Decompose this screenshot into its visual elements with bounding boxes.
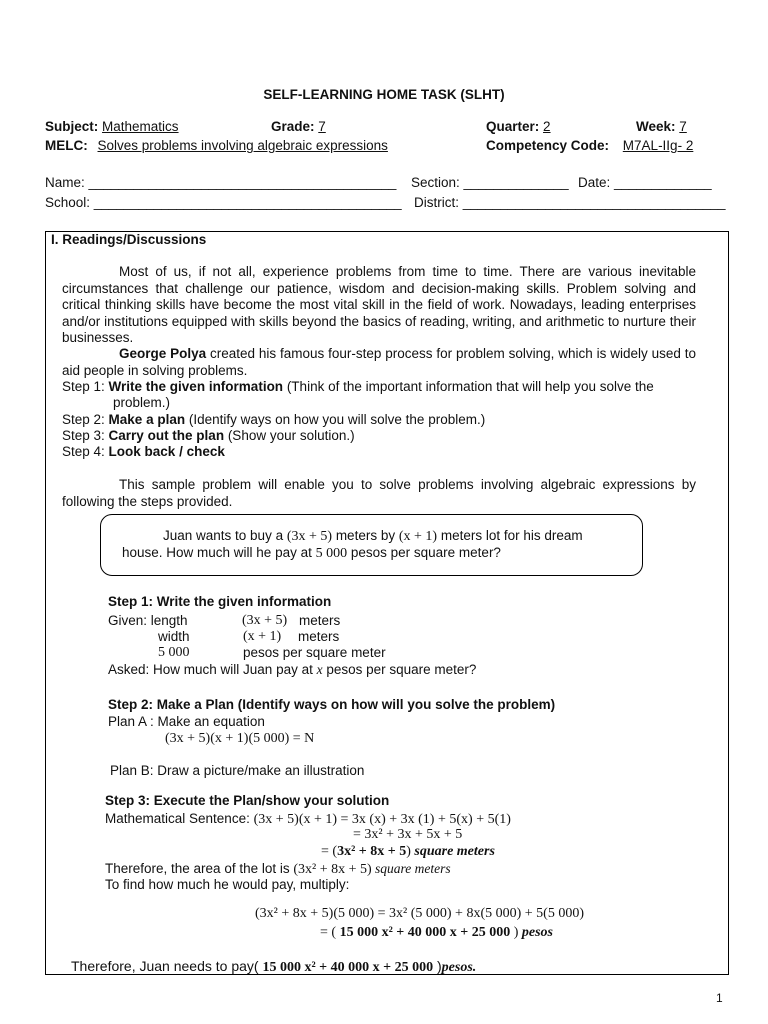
- mult-line-2-eq: = (: [320, 925, 340, 940]
- district-field: District: ___________________________________: [414, 195, 726, 210]
- math-line-3: [321, 844, 495, 860]
- subject-label: Subject:: [45, 119, 99, 134]
- math-sentence-label: Mathematical Sentence:: [105, 811, 254, 826]
- therefore-area-line: [105, 861, 451, 878]
- given-width-unit: meters: [298, 629, 340, 644]
- melc-field: [45, 138, 394, 154]
- plan-a-equation: (3x + 5)(x + 1)(5 000) = N: [165, 731, 315, 746]
- price-value: 5 000: [158, 645, 190, 660]
- solution-step1-heading: Step 1: Write the given information: [108, 594, 332, 609]
- step1-prefix: Step 1:: [62, 379, 109, 394]
- math-line-3-unit: square meters: [410, 844, 495, 859]
- asked-x: x: [316, 662, 323, 677]
- competency-field: [486, 138, 693, 154]
- math-line-3-close: ): [406, 844, 411, 859]
- subject-value: Mathematics: [102, 119, 179, 134]
- final-answer: [71, 958, 476, 976]
- week-value: 7: [679, 119, 687, 134]
- step1-text: (Think of the important information that will help you solve the: [283, 379, 654, 394]
- step1-title: Write the given information: [108, 379, 284, 394]
- polya-name: George Polya: [119, 346, 207, 361]
- step3-text: (Show your solution.): [224, 428, 355, 443]
- asked-line: [108, 662, 476, 678]
- math-line-3-eq: = (: [321, 844, 338, 859]
- quarter-value: 2: [543, 119, 551, 134]
- problem-text-c: meters lot for his dream: [437, 528, 583, 543]
- mult-line-2: [320, 925, 553, 941]
- step2-prefix: Step 2:: [62, 412, 109, 427]
- melc-label: MELC:: [45, 138, 88, 153]
- therefore-area-unit: square meters: [371, 861, 451, 876]
- mult-line-2-result: 15 000 x² + 40 000 x + 25 000: [339, 925, 511, 940]
- step4-line: [62, 444, 225, 460]
- given-length-unit: meters: [299, 613, 341, 628]
- step3-title: Carry out the plan: [108, 428, 225, 443]
- therefore-area-text: Therefore, the area of the lot is: [105, 861, 294, 876]
- step2-text: (Identify ways on how you will solve the problem.): [185, 412, 486, 427]
- multiply-text: To find how much he would pay, multiply:: [105, 877, 350, 892]
- grade-label: Grade:: [271, 119, 315, 134]
- plan-a: Plan A : Make an equation: [108, 714, 265, 729]
- page-title: SELF-LEARNING HOME TASK (SLHT): [263, 87, 505, 102]
- given-label: Given: length: [108, 613, 188, 628]
- step4-title: Look back / check: [108, 444, 225, 459]
- math-sentence-line: [105, 811, 511, 828]
- name-field: Name: _________________________________________: [45, 175, 397, 190]
- step1-cont: problem.): [113, 395, 171, 410]
- quarter-field: [486, 119, 551, 135]
- melc-value: Solves problems involving algebraic expressions: [97, 138, 388, 153]
- final-answer-text: Therefore, Juan needs to pay(: [71, 958, 263, 974]
- subject-field: [45, 119, 224, 135]
- price-unit: pesos per square meter: [243, 645, 386, 660]
- width-label: width: [158, 629, 190, 644]
- intro-paragraph: Most of us, if not all, experience problems from time to time. There are various inevitable circumstances that challenge our patience, wisdom and decision-making skills. Problem solving and critical thinking skills have become the most vital skill in the field of work. Nowadays, leading enterprises and/or institutions equipped with skills beyond the basics of reading, writing, and arithmetic to nurture their businesses.: [62, 264, 696, 345]
- grade-field: [271, 119, 326, 135]
- step2-title: Make a plan: [108, 412, 186, 427]
- problem-length-expr: (3x + 5): [286, 529, 333, 544]
- problem-line-1: [163, 528, 583, 545]
- step2-line: [62, 412, 485, 428]
- solution-step3-heading: Step 3: Execute the Plan/show your solution: [105, 793, 390, 808]
- math-line-1: (3x + 5)(x + 1) = 3x (x) + 3x (1) + 5(x) + 5(1): [253, 812, 511, 827]
- math-line-2: = 3x² + 3x + 5x + 5: [353, 827, 463, 842]
- final-answer-expr: 15 000 x² + 40 000 x + 25 000: [262, 960, 434, 975]
- mult-line-2-close: ): [510, 925, 522, 940]
- problem-width-expr: (x + 1): [398, 529, 438, 544]
- sample-paragraph: This sample problem will enable you to solve problems involving algebraic expressions by following the steps provided.: [62, 477, 696, 509]
- final-answer-close: ): [433, 958, 442, 974]
- mult-line-1: (3x² + 8x + 5)(5 000) = 3x² (5 000) + 8x(5 000) + 5(5 000): [255, 906, 584, 921]
- week-field: [636, 119, 687, 135]
- week-label: Week:: [636, 119, 676, 134]
- problem-text-e: pesos per square meter?: [347, 545, 501, 560]
- problem-price: 5 000: [315, 546, 348, 561]
- therefore-area-expr: (3x² + 8x + 5): [293, 862, 372, 877]
- competency-label: Competency Code:: [486, 138, 610, 153]
- problem-text-b: meters by: [332, 528, 399, 543]
- competency-value: M7AL-IIg- 2: [622, 138, 694, 153]
- section-field: Section: ______________: [411, 175, 569, 190]
- quarter-label: Quarter:: [486, 119, 540, 134]
- polya-paragraph: [62, 346, 696, 379]
- mult-line-2-unit: pesos: [521, 925, 554, 940]
- asked-text-b: pesos per square meter?: [322, 662, 477, 677]
- step3-line: [62, 428, 355, 444]
- step3-prefix: Step 3:: [62, 428, 109, 443]
- polya-text: created his famous four-step process for problem solving, which is widely used to aid people in solving problems.: [62, 346, 696, 378]
- given-length-expr: (3x + 5): [242, 613, 288, 628]
- given-width-expr: (x + 1): [243, 629, 282, 644]
- final-answer-unit: pesos.: [441, 960, 477, 975]
- math-line-3-result: 3x² + 8x + 5: [337, 844, 407, 859]
- grade-value: 7: [318, 119, 326, 134]
- date-field: Date: _____________: [578, 175, 712, 190]
- page-number: 1: [716, 991, 723, 1005]
- step4-prefix: Step 4:: [62, 444, 109, 459]
- step1-line: [62, 379, 654, 395]
- school-field: School: _________________________________________: [45, 195, 402, 210]
- problem-line-2: [122, 545, 501, 562]
- problem-text-d: house. How much will he pay at: [122, 545, 316, 560]
- solution-step2-heading: Step 2: Make a Plan (Identify ways on how will you solve the problem): [108, 697, 556, 712]
- asked-text-a: Asked: How much will Juan pay at: [108, 662, 317, 677]
- problem-text-a: Juan wants to buy a: [163, 528, 287, 543]
- readings-heading: I. Readings/Discussions: [51, 232, 207, 247]
- plan-b: Plan B: Draw a picture/make an illustration: [110, 763, 365, 778]
